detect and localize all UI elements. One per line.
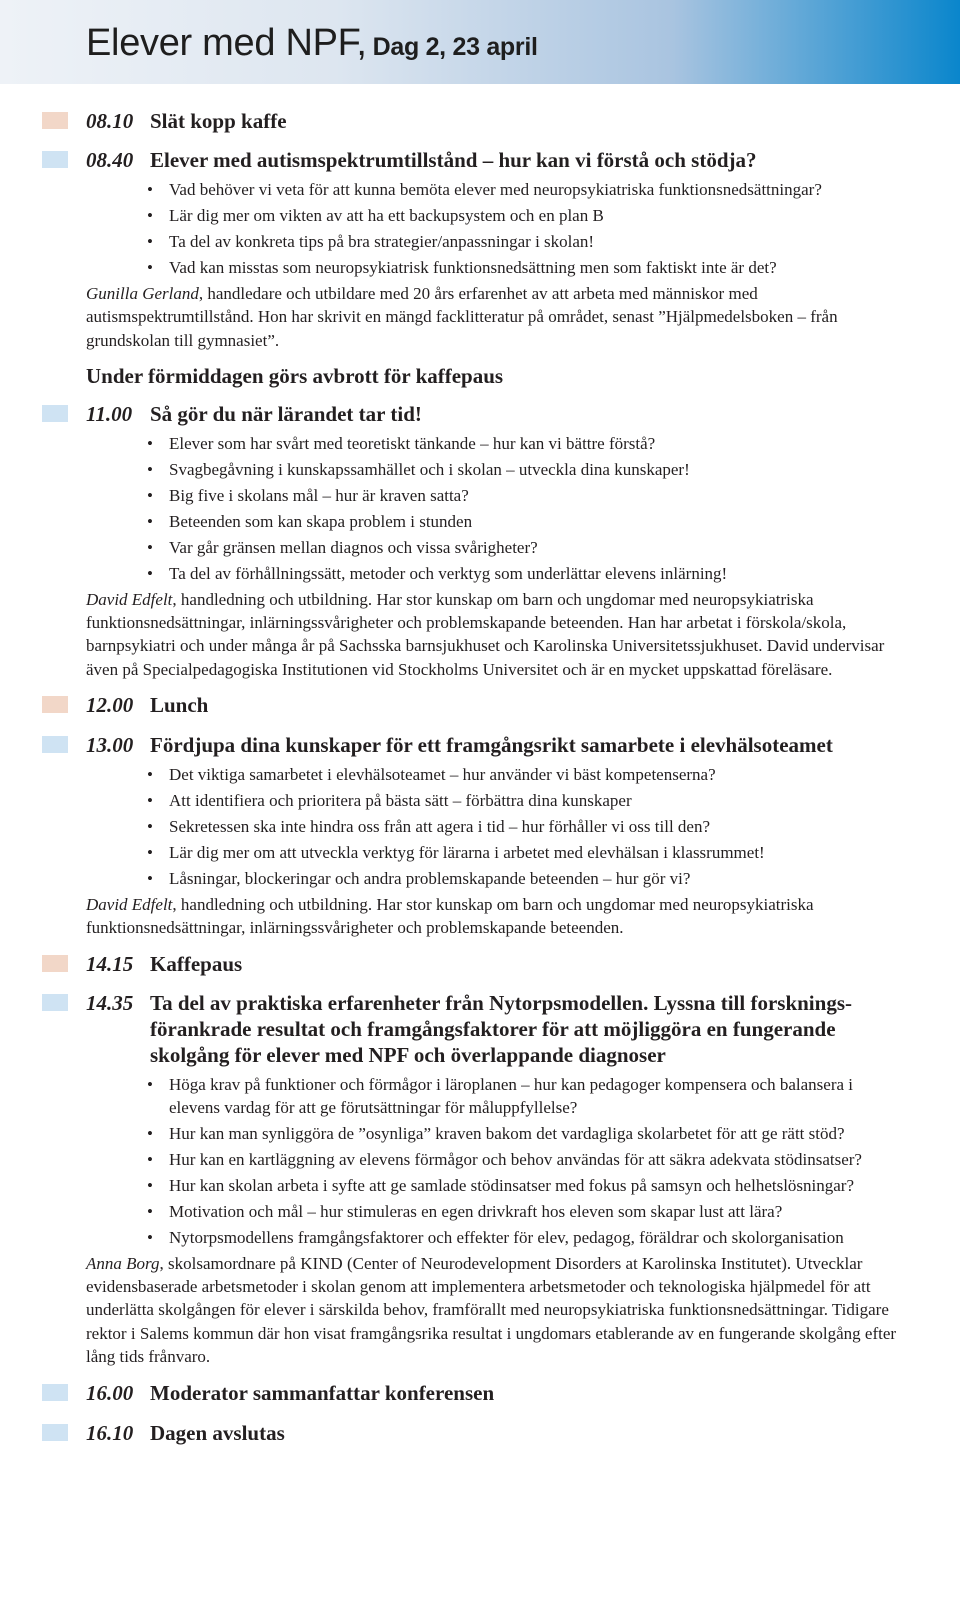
session-heading	[0, 401, 960, 427]
session-marker	[42, 1384, 68, 1401]
speaker-name: Anna Borg	[86, 1253, 160, 1273]
session-time: 14.35	[86, 990, 134, 1015]
bullet-item: • Ta del av konkreta tips på bra strategier/anpassningar i skolan!	[146, 230, 890, 253]
session-title: Kaffepaus	[150, 951, 243, 976]
bullet-item: • Hur kan skolan arbeta i syfte att ge samlade stödinsatser med fokus på samsyn och helhetslösningar?	[146, 1174, 890, 1197]
session-title: Elever med autismspektrumtillstånd – hur kan vi förstå och stödja?	[150, 148, 757, 172]
session-title: Lunch	[150, 693, 209, 718]
bullet-item: • Svagbegåvning i kunskapssamhället och i skolan – utveckla dina kunskaper!	[146, 458, 890, 481]
session-marker	[42, 151, 68, 168]
bullet-item: • Hur kan en kartläggning av elevens förmågor och behov användas för att säkra adekvata stödinsatser?	[146, 1148, 890, 1171]
bullet-item: • Att identifiera och prioritera på bästa sätt – förbättra dina kunskaper	[146, 789, 890, 812]
bullet-item: • Elever som har svårt med teoretiskt tänkande – hur kan vi bättre förstå?	[146, 432, 890, 455]
session-bullets	[0, 1073, 960, 1249]
session-heading	[0, 732, 960, 758]
speaker-name: David Edfelt	[86, 895, 173, 915]
page-title	[86, 22, 538, 65]
session-heading	[0, 108, 960, 134]
speaker-bio	[0, 588, 960, 681]
speaker-bio	[0, 1252, 960, 1368]
session-time: 12.00	[86, 693, 134, 718]
bullet-item: • Vad behöver vi veta för att kunna bemöta elever med neuropsykiatriska funktionsnedsättningar?	[146, 178, 890, 201]
session-title: Så gör du när lärandet tar tid!	[150, 401, 422, 426]
session-heading	[0, 147, 960, 173]
bullet-item: • Beteenden som kan skapa problem i stunden	[146, 510, 890, 533]
speaker-name: Gunilla Gerland	[86, 284, 199, 303]
session-1600	[0, 1380, 960, 1406]
page-header	[0, 0, 960, 84]
session-0840	[0, 147, 960, 352]
speaker-description: , handledare och utbildare med 20 års erfarenhet av att arbeta med människor med autismspektrumtillstånd. Hon har skrivit en mängd facklitteratur på området, senast ”Hjälpmedelsboken – från grundskolan till gymnasiet”.	[86, 284, 838, 350]
session-1415	[0, 951, 960, 977]
session-marker	[42, 696, 68, 713]
bullet-item: • Hur kan man synliggöra de ”osynliga” kraven bakom det vardagliga skolarbetet för att ge rätt stöd?	[146, 1122, 890, 1145]
session-bullets	[0, 178, 960, 279]
session-1100	[0, 401, 960, 681]
bullet-item: • Höga krav på funktioner och förmågor i läroplanen – hur kan pedagoger kompensera och balansera i elevens vardag för att ge förutsättningar för måluppfyllelse?	[146, 1073, 890, 1119]
bullet-item: • Vad kan misstas som neuropsykiatrisk funktionsnedsättning men som faktiskt inte är det?	[146, 256, 890, 279]
session-1200	[0, 692, 960, 718]
session-heading	[0, 1380, 960, 1406]
speaker-bio	[0, 282, 960, 352]
session-title: Fördjupa dina kunskaper för ett framgångsrikt samarbete i elevhälsoteamet	[150, 733, 833, 758]
session-1300	[0, 732, 960, 940]
session-time: 08.10	[86, 109, 134, 133]
session-bullets	[0, 432, 960, 585]
title-main: Elever med NPF,	[86, 22, 367, 64]
session-title: Moderator sammanfattar konferensen	[150, 1381, 495, 1406]
bullet-item: • Motivation och mål – hur stimuleras en egen drivkraft hos eleven som skapar lust att lära?	[146, 1200, 890, 1223]
session-time: 16.10	[86, 1421, 134, 1446]
bullet-item: • Nytorpsmodellens framgångsfaktorer och effekter för elev, pedagog, föräldrar och skolorganisation	[146, 1226, 890, 1249]
session-marker	[42, 112, 68, 129]
session-marker	[42, 955, 68, 972]
session-time: 11.00	[86, 401, 133, 426]
bullet-item: • Ta del av förhållningssätt, metoder och verktyg som underlättar elevens inlärning!	[146, 562, 890, 585]
session-marker	[42, 994, 68, 1011]
bullet-item: • Lär dig mer om att utveckla verktyg för lärarna i arbetet med elevhälsan i klassrummet!	[146, 841, 890, 864]
session-title: Ta del av praktiska erfarenheter från Nytorpsmodellen. Lyssna till forskningsförankrade resultat och framgångsfaktorer för att möjliggöra en fungerande skolgång för elever med NPF och överlappande diagnoser	[150, 990, 852, 1067]
session-heading	[0, 990, 960, 1068]
bullet-item: • Låsningar, blockeringar och andra problemskapande beteenden – hur gör vi?	[146, 867, 890, 890]
session-time: 13.00	[86, 733, 134, 758]
bullet-item: • Det viktiga samarbetet i elevhälsoteamet – hur använder vi bäst kompetenserna?	[146, 763, 890, 786]
session-1435	[0, 990, 960, 1368]
speaker-name: David Edfelt	[86, 589, 173, 609]
speaker-description: , handledning och utbildning. Har stor kunskap om barn och ungdomar med neuropsykiatriska funktionsnedsättningar, inlärningssvårigheter och problemskapande beteenden.	[86, 895, 814, 938]
session-marker	[42, 405, 68, 422]
program	[0, 84, 960, 1446]
session-marker	[42, 736, 68, 753]
title-day: Dag 2, 23 april	[372, 33, 538, 61]
session-title: Dagen avslutas	[150, 1421, 285, 1446]
session-time: 08.40	[86, 148, 134, 172]
bullet-item: • Lär dig mer om vikten av att ha ett backupsystem och en plan B	[146, 204, 890, 227]
session-title: Slät kopp kaffe	[150, 109, 287, 133]
session-heading	[0, 692, 960, 718]
session-1610	[0, 1420, 960, 1446]
session-heading	[0, 1420, 960, 1446]
session-bullets	[0, 763, 960, 890]
session-marker	[42, 1424, 68, 1441]
session-time: 16.00	[86, 1381, 134, 1406]
speaker-description: , skolsamordnare på KIND (Center of Neurodevelopment Disorders at Karolinska Institutet). Utvecklar evidensbaserade arbetsmetoder i skolan genom att implementera arbetsmetoder och teknologiska hjälpmedel för att underlätta skolgången för elever i särskilda behov, framförallt med neuropsykiatriska funktionsnedsättningar. Tidigare rektor i Salems kommun där hon visat framgångsrika resultat i ungdomars etablerande av en fungerande skolgång efter lång tids frånvaro.	[86, 1253, 897, 1366]
bullet-item: • Sekretessen ska inte hindra oss från att agera i tid – hur förhåller vi oss till den?	[146, 815, 890, 838]
session-heading	[0, 951, 960, 977]
bullet-item: • Var går gränsen mellan diagnos och vissa svårigheter?	[146, 536, 890, 559]
session-time: 14.15	[86, 951, 134, 976]
speaker-bio	[0, 893, 960, 940]
bullet-item: • Big five i skolans mål – hur är kraven satta?	[146, 484, 890, 507]
session-0810	[0, 108, 960, 134]
morning-break-note: Under förmiddagen görs avbrott för kaffepaus	[86, 363, 504, 388]
speaker-description: , handledning och utbildning. Har stor kunskap om barn och ungdomar med neuropsykiatriska funktionsnedsättningar, inlärningssvårigheter och problemskapande beteenden. Han har arbetat i förskola/skola, barnpsykiatri och under många år på Sachsska barnsjukhuset och Karolinska Universitetssjukhuset. David undervisar även på Specialpedagogiska Institutionen vid Stockholms Universitet och är en mycket uppskattad föreläsare.	[86, 589, 885, 679]
